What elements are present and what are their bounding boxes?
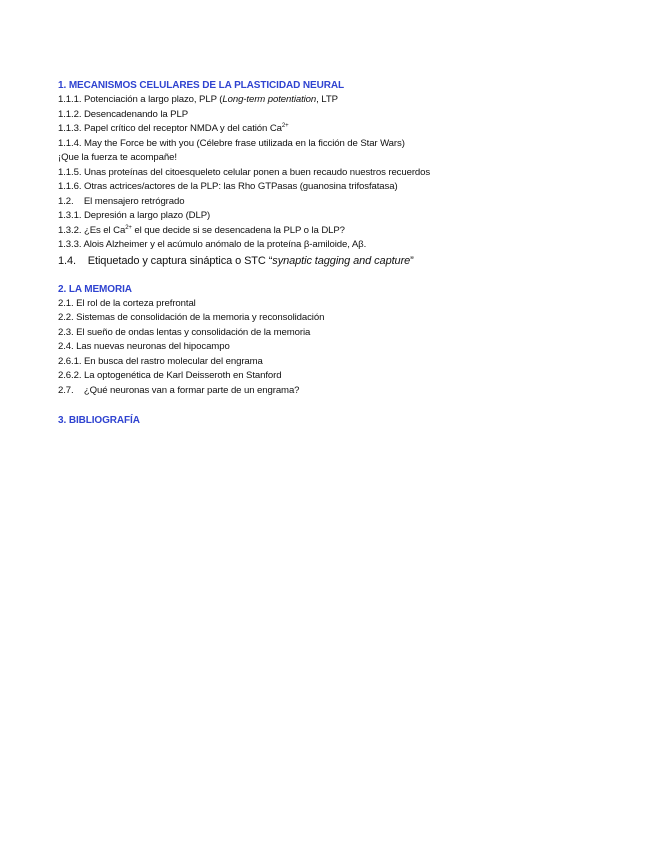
toc-item-1-1-2: 1.1.2. Desencadenando la PLP xyxy=(58,108,189,120)
toc-item-1-2: 1.2. El mensajero retrógrado xyxy=(58,195,185,207)
toc-item-2-1: 2.1. El rol de la corteza prefrontal xyxy=(58,297,196,309)
toc-item-1-1-4: 1.1.4. May the Force be with you (Célebre frase utilizada en la ficción de Star Wars) xyxy=(58,137,405,149)
toc-item-quote: ¡Que la fuerza te acompañe! xyxy=(58,152,177,163)
toc-item-1-1-5: 1.1.5. Unas proteínas del citoesqueleto celular ponen a buen recaudo nuestros recuerdos xyxy=(58,166,431,178)
toc-item-1-4: 1.4. Etiquetado y captura sináptica o STC “synaptic tagging and capture” xyxy=(58,254,414,267)
toc-item-1-1-6: 1.1.6. Otras actrices/actores de la PLP: las Rho GTPasas (guanosina trifosfatasa) xyxy=(58,181,398,192)
toc-item-1-1-3: 1.1.3. Papel crítico del receptor NMDA y del catión $Ca^{2+}$ xyxy=(58,123,289,134)
section-1-heading: 1. MECANISMOS CELULARES DE LA PLASTICIDAD NEURAL xyxy=(58,80,344,91)
toc-item-1-3-2: 1.3.2. ¿Es el $Ca^{2+}$ el que decide si se desencadena la PLP o la DLP? xyxy=(58,224,345,236)
toc-item-2-4: 2.4. Las nuevas neuronas del hipocampo xyxy=(58,341,230,352)
toc-item-1-3-1: 1.3.1. Depresión a largo plazo (DLP) xyxy=(58,210,211,221)
section-3-heading: 3. BIBLIOGRAFÍA xyxy=(58,415,140,426)
toc-item-2-7: 2.7. ¿Qué neuronas van a formar parte de un engrama? xyxy=(58,384,300,396)
toc-item-2-6-1: 2.6.1. En busca del rastro molecular del engrama xyxy=(58,355,263,367)
toc-item-1-1-1: 1.1.1. Potenciación a largo plazo, PLP (Long-term potentiation, LTP xyxy=(58,94,338,105)
toc-item-2-6-2: 2.6.2. La optogenética de Karl Deisseroth en Stanford xyxy=(58,370,282,381)
table-of-contents xyxy=(58,79,638,428)
toc-item-2-3: 2.3. El sueño de ondas lentas y consolidación de la memoria xyxy=(58,326,311,338)
toc-item-1-3-3: 1.3.3. Alois Alzheimer y el acúmulo anómalo de la proteína β-amiloide, Aβ. xyxy=(58,239,367,250)
toc-item-2-2: 2.2. Sistemas de consolidación de la memoria y reconsolidación xyxy=(58,312,325,323)
section-2-heading: 2. LA MEMORIA xyxy=(58,283,132,295)
